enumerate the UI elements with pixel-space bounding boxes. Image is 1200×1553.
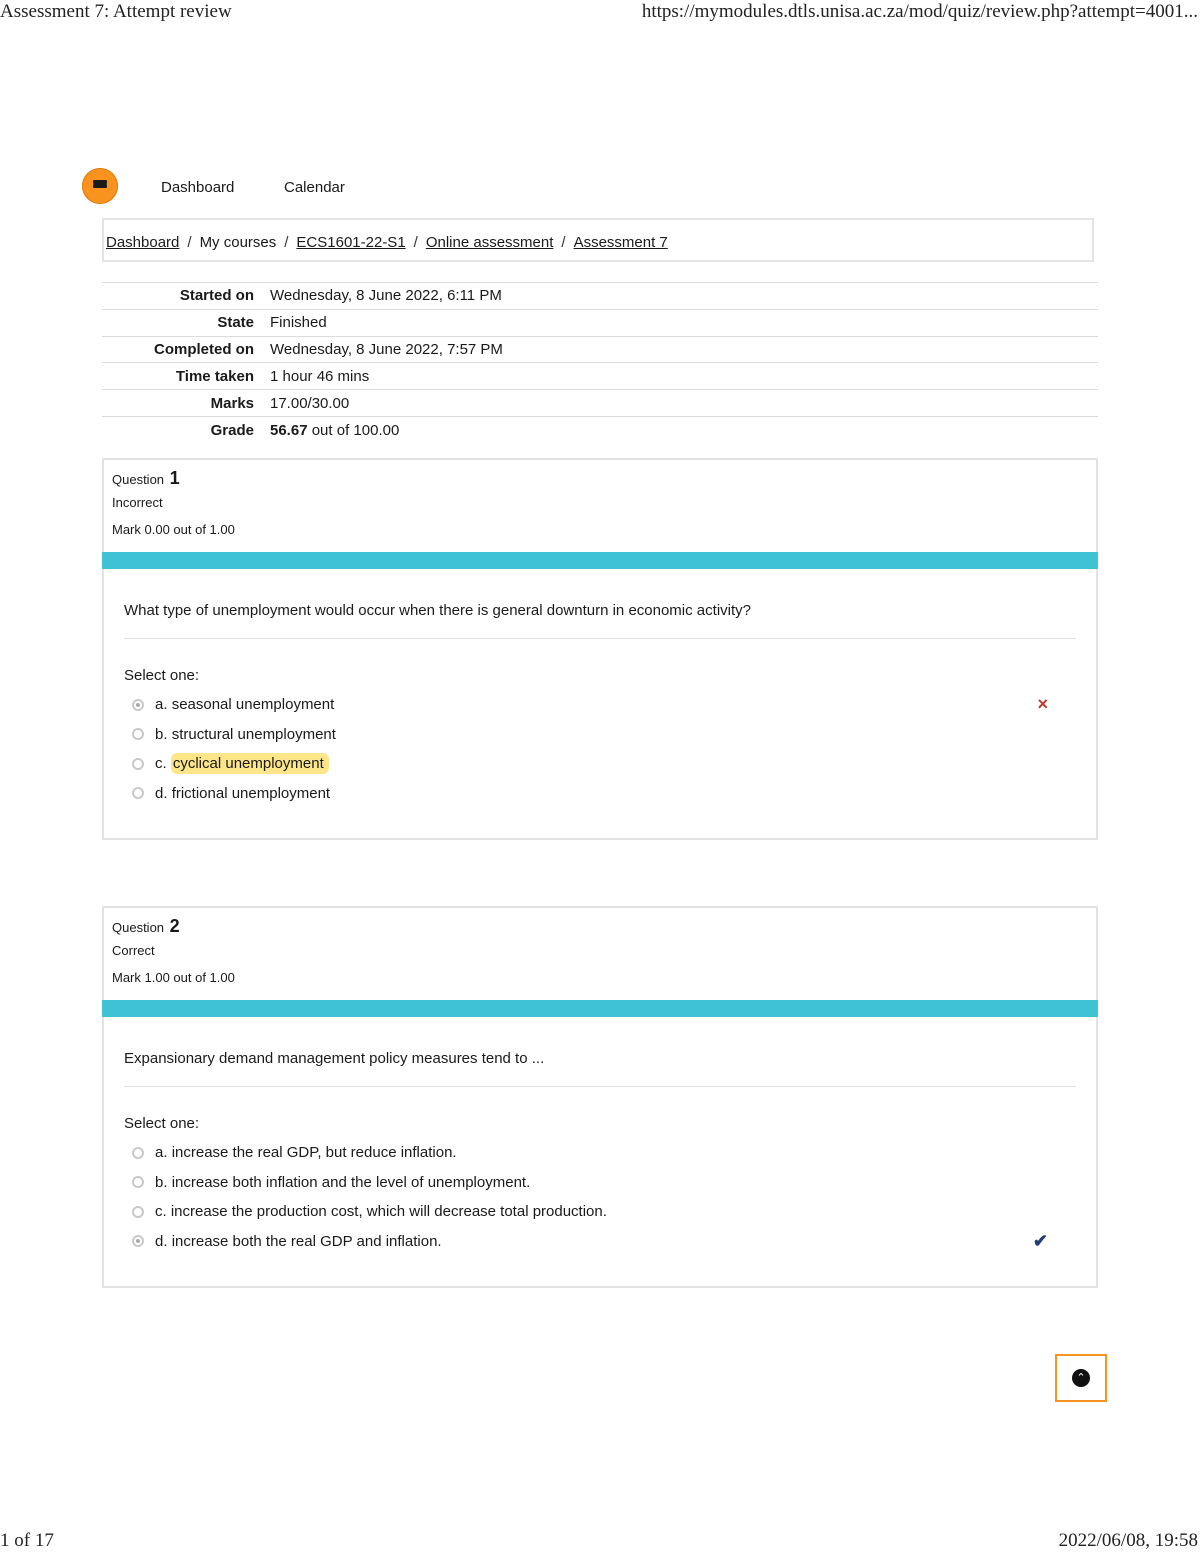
navbar (82, 168, 482, 206)
question-info (104, 908, 1096, 1000)
answer-option-a[interactable] (124, 690, 1076, 720)
back-to-top-button[interactable] (1055, 1354, 1107, 1402)
radio-icon[interactable] (132, 1206, 144, 1218)
question-label: Question (112, 920, 165, 935)
summary-value: Finished (270, 314, 327, 332)
breadcrumb-assessment-7[interactable]: Assessment 7 (573, 234, 668, 251)
breadcrumb-online-assessment[interactable]: Online assessment (425, 234, 554, 251)
radio-icon[interactable] (132, 758, 144, 770)
question-label: Question (112, 472, 165, 487)
answer-option-c[interactable] (124, 749, 1076, 779)
correct-check-icon: ✔ (1032, 1230, 1048, 1251)
option-prefix: a. (155, 696, 168, 714)
question-divider-bar (102, 1000, 1098, 1017)
grade-out-of: out of 100.00 (311, 421, 400, 439)
hamburger-menu-icon (93, 180, 107, 192)
print-timestamp: 2022/06/08, 19:58 (1058, 1530, 1198, 1551)
menu-toggle-button[interactable] (82, 168, 118, 204)
question-number (112, 916, 1088, 937)
option-text: seasonal unemployment (171, 696, 335, 714)
question-divider-bar (102, 552, 1098, 569)
select-one-label: Select one: (124, 1115, 200, 1132)
option-prefix: b. (155, 1173, 168, 1191)
grade-score: 56.67 (270, 421, 308, 439)
option-prefix: d. (155, 784, 168, 802)
summary-row-started (102, 283, 1098, 310)
question-content (104, 1017, 1096, 1286)
radio-icon[interactable] (132, 1147, 144, 1159)
radio-selected-icon[interactable] (132, 1235, 144, 1247)
summary-label: Completed on (154, 340, 254, 358)
print-page-title: Assessment 7: Attempt review (0, 1, 232, 22)
radio-icon[interactable] (132, 1176, 144, 1188)
question-number-value: 1 (169, 468, 180, 488)
breadcrumb-separator: / (187, 234, 192, 251)
question-1 (102, 458, 1098, 840)
nav-link-calendar[interactable]: Calendar (284, 179, 345, 196)
breadcrumb-container (102, 218, 1094, 262)
summary-value: Wednesday, 8 June 2022, 7:57 PM (270, 340, 503, 358)
breadcrumb-course[interactable]: ECS1601-22-S1 (296, 234, 406, 251)
summary-value: 1 hour 46 mins (270, 367, 370, 385)
question-content (104, 569, 1096, 838)
select-one-label: Select one: (124, 667, 200, 684)
option-prefix: d. (155, 1232, 168, 1250)
breadcrumb-separator: / (561, 234, 566, 251)
breadcrumb-my-courses: My courses (199, 234, 277, 251)
radio-selected-icon[interactable] (132, 699, 144, 711)
summary-label: Grade (210, 421, 254, 439)
correct-answer-highlight: cyclical unemployment (171, 753, 329, 774)
print-page-number: 1 of 17 (0, 1530, 54, 1551)
radio-icon[interactable] (132, 787, 144, 799)
option-text: increase the real GDP, but reduce inflation. (171, 1144, 457, 1162)
summary-label: Started on (179, 287, 254, 305)
summary-row-grade (102, 416, 1098, 443)
radio-icon[interactable] (132, 728, 144, 740)
option-prefix: a. (155, 1144, 168, 1162)
question-number-value: 2 (169, 916, 180, 936)
chevron-up-icon: ⌃ (1072, 1369, 1090, 1387)
option-text: increase both inflation and the level of unemployment. (171, 1173, 531, 1191)
answer-option-c[interactable] (124, 1197, 1076, 1227)
option-prefix: b. (155, 725, 168, 743)
question-text: Expansionary demand management policy measures tend to ... (124, 1017, 1076, 1087)
summary-row-marks (102, 390, 1098, 417)
breadcrumb-separator: / (413, 234, 418, 251)
summary-value: 17.00/30.00 (270, 394, 350, 412)
answer-option-b[interactable] (124, 720, 1076, 750)
nav-link-dashboard[interactable]: Dashboard (161, 179, 235, 196)
breadcrumb (106, 234, 668, 251)
print-page-url: https://mymodules.dtls.unisa.ac.za/mod/quiz/review.php?attempt=4001... (641, 1, 1198, 22)
question-text: What type of unemployment would occur when there is general downturn in economic activity? (124, 569, 1076, 639)
print-header (0, 0, 1200, 26)
summary-label: Marks (210, 394, 254, 412)
option-prefix: c. (155, 1203, 167, 1221)
question-grade: Mark 0.00 out of 1.00 (112, 522, 235, 537)
question-state: Incorrect (112, 495, 163, 510)
option-text: frictional unemployment (171, 784, 331, 802)
summary-value (270, 416, 1098, 443)
incorrect-icon: × (1037, 694, 1048, 715)
option-text: increase the production cost, which will decrease total production. (170, 1203, 607, 1221)
question-2 (102, 906, 1098, 1288)
attempt-summary-table (102, 282, 1098, 443)
summary-value: Wednesday, 8 June 2022, 6:11 PM (270, 287, 502, 305)
summary-row-completed (102, 336, 1098, 363)
option-text: structural unemployment (171, 725, 336, 743)
question-number (112, 468, 1088, 489)
question-grade: Mark 1.00 out of 1.00 (112, 970, 235, 985)
option-prefix: c. (155, 755, 167, 773)
question-info (104, 460, 1096, 552)
summary-row-time-taken (102, 363, 1098, 390)
answer-option-b[interactable] (124, 1168, 1076, 1198)
summary-label: State (217, 314, 254, 332)
question-state: Correct (112, 943, 155, 958)
summary-label: Time taken (175, 367, 254, 385)
summary-row-state (102, 309, 1098, 336)
breadcrumb-separator: / (284, 234, 289, 251)
answer-option-d[interactable] (124, 1227, 1076, 1257)
breadcrumb-dashboard[interactable]: Dashboard (106, 234, 180, 251)
option-text: increase both the real GDP and inflation. (171, 1232, 442, 1250)
answer-option-a[interactable] (124, 1138, 1076, 1168)
answer-option-d[interactable] (124, 779, 1076, 809)
